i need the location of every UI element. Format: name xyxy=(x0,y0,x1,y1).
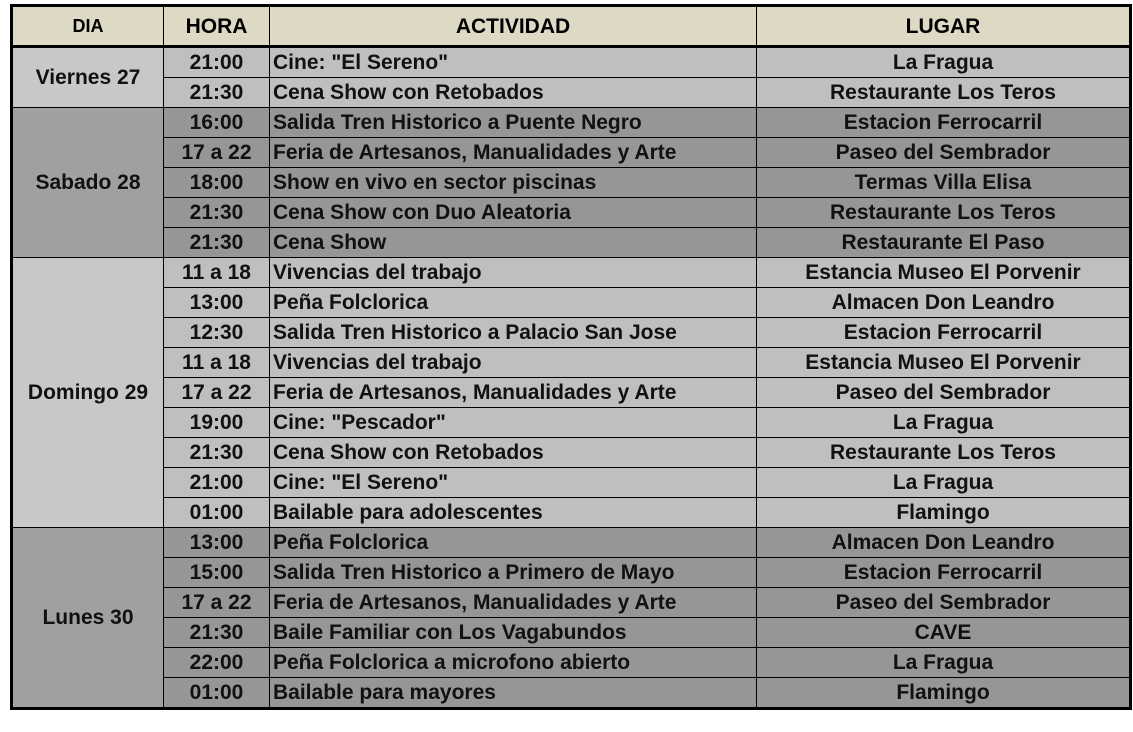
actividad-cell: Peña Folclorica xyxy=(270,288,757,318)
lugar-cell: Flamingo xyxy=(757,678,1131,709)
table-row xyxy=(12,618,1131,648)
actividad-cell: Show en vivo en sector piscinas xyxy=(270,168,757,198)
hora-cell: 21:30 xyxy=(164,618,270,648)
actividad-cell: Cena Show xyxy=(270,228,757,258)
day-label: Lunes 30 xyxy=(12,528,164,709)
actividad-cell: Peña Folclorica a microfono abierto xyxy=(270,648,757,678)
hora-cell: 12:30 xyxy=(164,318,270,348)
header-dia: DIA xyxy=(12,6,164,47)
hora-cell: 13:00 xyxy=(164,528,270,558)
hora-cell: 21:30 xyxy=(164,78,270,108)
actividad-cell: Cena Show con Retobados xyxy=(270,438,757,468)
lugar-cell: Flamingo xyxy=(757,498,1131,528)
schedule-table xyxy=(10,4,1132,710)
actividad-cell: Feria de Artesanos, Manualidades y Arte xyxy=(270,588,757,618)
header-actividad: ACTIVIDAD xyxy=(270,6,757,47)
lugar-cell: Estacion Ferrocarril xyxy=(757,558,1131,588)
lugar-cell: La Fragua xyxy=(757,468,1131,498)
hora-cell: 15:00 xyxy=(164,558,270,588)
table-row xyxy=(12,378,1131,408)
actividad-cell: Cena Show con Retobados xyxy=(270,78,757,108)
lugar-cell: Estancia Museo El Porvenir xyxy=(757,258,1131,288)
table-row xyxy=(12,348,1131,378)
table-row xyxy=(12,288,1131,318)
table-row xyxy=(12,78,1131,108)
lugar-cell: Paseo del Sembrador xyxy=(757,378,1131,408)
actividad-cell: Bailable para mayores xyxy=(270,678,757,709)
hora-cell: 21:00 xyxy=(164,468,270,498)
lugar-cell: CAVE xyxy=(757,618,1131,648)
hora-cell: 16:00 xyxy=(164,108,270,138)
table-row xyxy=(12,588,1131,618)
hora-cell: 21:30 xyxy=(164,198,270,228)
lugar-cell: Termas Villa Elisa xyxy=(757,168,1131,198)
actividad-cell: Vivencias del trabajo xyxy=(270,348,757,378)
header-hora: HORA xyxy=(164,6,270,47)
table-row xyxy=(12,198,1131,228)
hora-cell: 17 a 22 xyxy=(164,378,270,408)
hora-cell: 17 a 22 xyxy=(164,138,270,168)
table-row xyxy=(12,168,1131,198)
lugar-cell: La Fragua xyxy=(757,648,1131,678)
day-group xyxy=(12,47,1131,108)
day-label: Sabado 28 xyxy=(12,108,164,258)
day-group xyxy=(12,108,1131,258)
header-lugar: LUGAR xyxy=(757,6,1131,47)
table-row xyxy=(12,468,1131,498)
table-row xyxy=(12,258,1131,288)
actividad-cell: Cine: "El Sereno" xyxy=(270,47,757,78)
day-label: Viernes 27 xyxy=(12,47,164,108)
actividad-cell: Bailable para adolescentes xyxy=(270,498,757,528)
lugar-cell: Restaurante Los Teros xyxy=(757,78,1131,108)
actividad-cell: Feria de Artesanos, Manualidades y Arte xyxy=(270,138,757,168)
table-row xyxy=(12,498,1131,528)
hora-cell: 21:30 xyxy=(164,228,270,258)
actividad-cell: Salida Tren Historico a Primero de Mayo xyxy=(270,558,757,588)
lugar-cell: Paseo del Sembrador xyxy=(757,588,1131,618)
table-row xyxy=(12,47,1131,78)
hora-cell: 22:00 xyxy=(164,648,270,678)
hora-cell: 01:00 xyxy=(164,498,270,528)
hora-cell: 19:00 xyxy=(164,408,270,438)
table-row xyxy=(12,648,1131,678)
table-row xyxy=(12,318,1131,348)
actividad-cell: Cena Show con Duo Aleatoria xyxy=(270,198,757,228)
lugar-cell: Paseo del Sembrador xyxy=(757,138,1131,168)
lugar-cell: La Fragua xyxy=(757,408,1131,438)
actividad-cell: Baile Familiar con Los Vagabundos xyxy=(270,618,757,648)
lugar-cell: Restaurante Los Teros xyxy=(757,198,1131,228)
table-row xyxy=(12,438,1131,468)
lugar-cell: Estancia Museo El Porvenir xyxy=(757,348,1131,378)
hora-cell: 01:00 xyxy=(164,678,270,709)
table-row xyxy=(12,138,1131,168)
hora-cell: 21:30 xyxy=(164,438,270,468)
table-row xyxy=(12,558,1131,588)
table-row xyxy=(12,528,1131,558)
lugar-cell: Almacen Don Leandro xyxy=(757,528,1131,558)
actividad-cell: Vivencias del trabajo xyxy=(270,258,757,288)
actividad-cell: Salida Tren Historico a Puente Negro xyxy=(270,108,757,138)
schedule-header xyxy=(12,6,1131,47)
day-group xyxy=(12,258,1131,528)
table-row xyxy=(12,108,1131,138)
lugar-cell: Estacion Ferrocarril xyxy=(757,108,1131,138)
hora-cell: 21:00 xyxy=(164,47,270,78)
table-row xyxy=(12,678,1131,709)
actividad-cell: Salida Tren Historico a Palacio San Jose xyxy=(270,318,757,348)
lugar-cell: Restaurante El Paso xyxy=(757,228,1131,258)
hora-cell: 18:00 xyxy=(164,168,270,198)
lugar-cell: La Fragua xyxy=(757,47,1131,78)
day-label: Domingo 29 xyxy=(12,258,164,528)
actividad-cell: Peña Folclorica xyxy=(270,528,757,558)
hora-cell: 13:00 xyxy=(164,288,270,318)
actividad-cell: Cine: "Pescador" xyxy=(270,408,757,438)
actividad-cell: Feria de Artesanos, Manualidades y Arte xyxy=(270,378,757,408)
lugar-cell: Almacen Don Leandro xyxy=(757,288,1131,318)
lugar-cell: Estacion Ferrocarril xyxy=(757,318,1131,348)
hora-cell: 11 a 18 xyxy=(164,258,270,288)
table-row xyxy=(12,228,1131,258)
day-group xyxy=(12,528,1131,709)
header-row xyxy=(12,6,1131,47)
lugar-cell: Restaurante Los Teros xyxy=(757,438,1131,468)
hora-cell: 17 a 22 xyxy=(164,588,270,618)
table-row xyxy=(12,408,1131,438)
actividad-cell: Cine: "El Sereno" xyxy=(270,468,757,498)
hora-cell: 11 a 18 xyxy=(164,348,270,378)
